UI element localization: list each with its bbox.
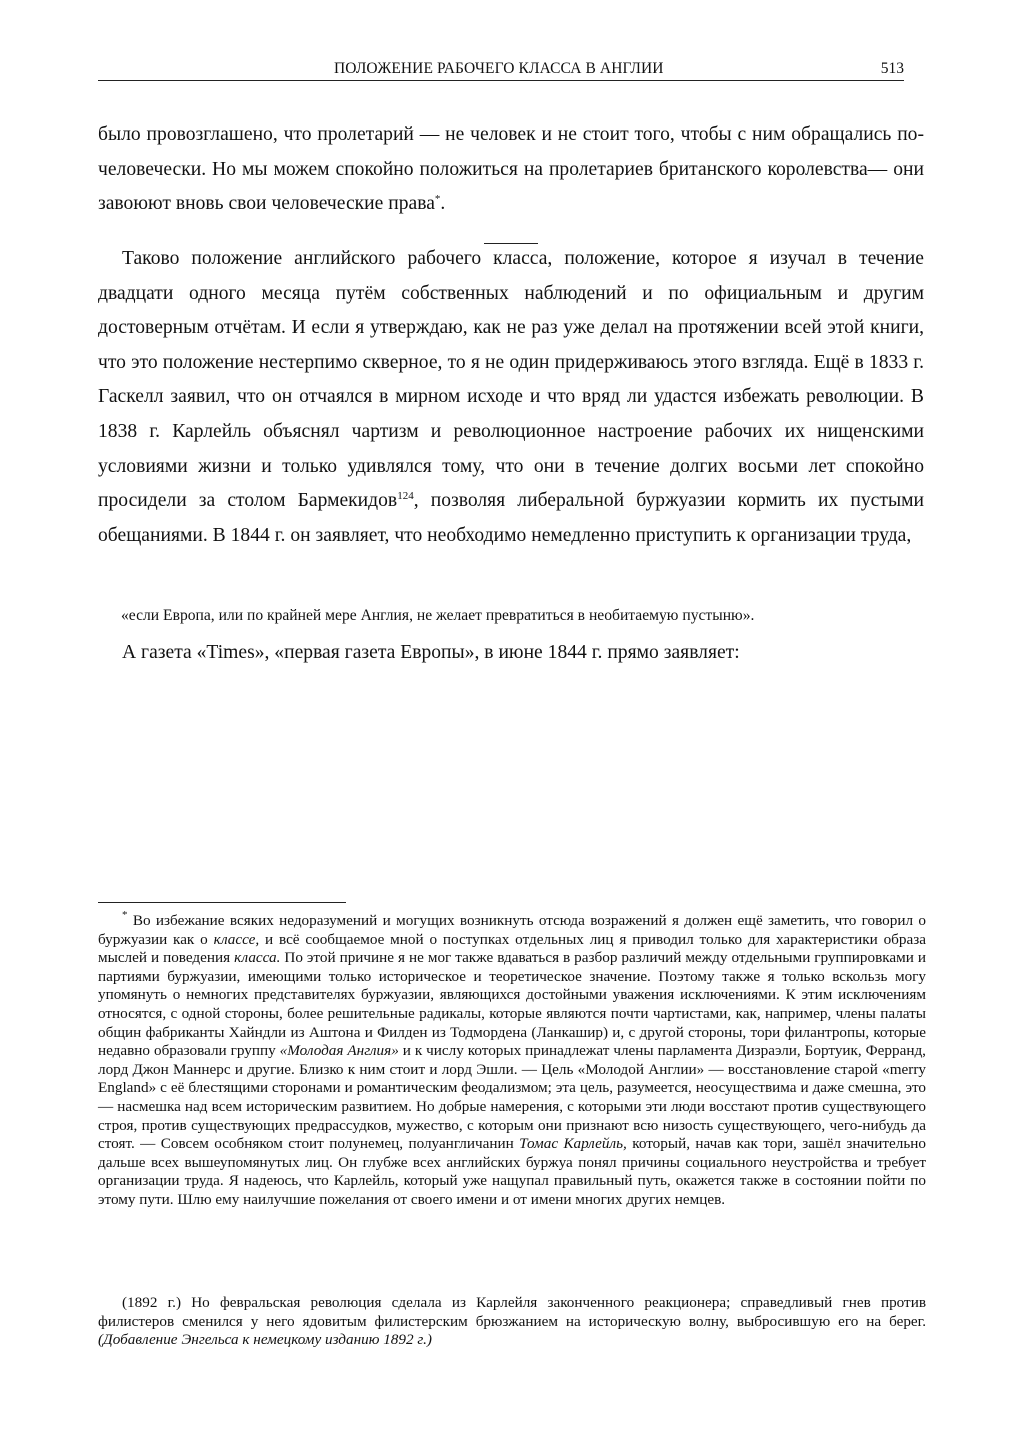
paragraph-3: А газета «Times», «первая газета Европы», в июне 1844 г. прямо заявляет: [122, 642, 740, 663]
footnote-2 [98, 1294, 926, 1350]
paragraph-1-text: было провозглашено, что пролетарий — не человек и не стоит того, чтобы с ним обращались по-человечески. Но мы можем спокойно положиться на пролетариев британского королевства— они завоюют вновь свои человеческие права [98, 124, 924, 215]
paragraph-1 [98, 118, 924, 222]
footnote-marker: * [434, 193, 441, 206]
footnote-1-text-e: который, начав как тори, зашёл значительно дальше всех вышеупомянутых лиц. Он глубже всех английских буржуа понял причины социального неустройства и требует организации труда. Я надеюсь, что Карлейль, который уже нащупал правильный путь, окажется также в состоянии пойти по этому пути. Шлю ему наилучшие пожелания от своего имени и от имени многих других немцев. [98, 1135, 926, 1208]
footnote-1-text-a: Во избежание всяких недоразумений и могущих возникнуть отсюда возражений я должен ещё заметить, что говорил о буржуазии как о [98, 912, 926, 948]
footnote-1-emphasis-1: классе, [213, 930, 260, 948]
footnote-1 [98, 909, 926, 1210]
footnote-1-emphasis-2: класса. [234, 949, 281, 967]
footnote-2-emphasis: (Добавление Энгельса к немецкому изданию 1892 г.) [98, 1331, 432, 1349]
running-title: ПОЛОЖЕНИЕ РАБОЧЕГО КЛАССА В АНГЛИИ [334, 60, 664, 77]
footnote-1-text-d: и к числу которых принадлежат члены парламента Дизраэли, Бортуик, Ферранд, лорд Джон Маннерс и другие. Близко к ним стоит и лорд Эшли. — Цель «Молодой Англии» — восстановление старой «merry England» с её блестящими сторонами и романтическим феодализмом; эта цель, разумеется, неосуществима и даже смешна, это — насмешка над всем историческим развитием. Но добрые намерения, с которыми эти люди восстают против существующего строя, против существующих предрассудков, мужество, с которым они признают всю низость существующего, чего-нибудь да стоят. — Совсем особняком стоит полунемец, полуангличанин [98, 1042, 926, 1153]
footnote-rule [98, 902, 346, 903]
page-number: 513 [880, 60, 904, 77]
paragraph-2-text-b: , позволяя либеральной буржуазии кормить их пустыми обещаниями. В 1844 г. он заявляет, что необходимо немедленно приступить к организации труда, [98, 490, 924, 546]
paragraph-2 [98, 242, 924, 553]
footnote-1-emphasis-3: «Молодая Англия» [279, 1042, 399, 1060]
footnote-1-text-b: и всё сообщаемое мной о поступках отдельных лиц я приводил только для характеристики образа мыслей и поведения [98, 930, 926, 967]
block-quote: «если Европа, или по крайней мере Англия, не желает превратиться в необитаемую пустыню». [121, 607, 755, 624]
paragraph-2-text-a: Таково положение английского рабочего класса, положение, которое я изучал в течение двадцати одного месяца путём собственных наблюдений и по официальным и другим достоверным отчётам. И если я утверждаю, как не раз уже делал на протяжении всей этой книги, что это положение нестерпимо скверное, то я не один придерживаюсь этого взгляда. Ещё в 1833 г. Гаскелл заявил, что он отчаялся в мирном исходе и что вряд ли удастся избежать революции. В 1838 г. Карлейль объяснял чартизм и революционное настроение рабочих их нищенскими условиями жизни и только удивлялся тому, что они в течение долгих восьми лет спокойно просидели за столом Бармекидов [98, 248, 924, 512]
footnote-1-marker: * [122, 909, 128, 921]
running-header [98, 60, 904, 81]
endnote-ref: 124 [397, 490, 414, 503]
footnote-2-text: (1892 г.) Но февральская революция сделала из Карлейля законченного реакционера; справедливый гнев против филистеров сменился у него ядовитым филистерским брюзжанием на историческую волну, выбросившую его на берег. [98, 1294, 926, 1330]
paragraph-1-end: . [440, 193, 446, 215]
footnote-1-emphasis-4: Томас Карлейль, [519, 1135, 627, 1153]
footnote-1-text-c: По этой причине я не мог также вдаваться в разбор различий между отдельными группировками и партиями буржуазии, имеющими только историческое и теоретическое значение. Поэтому также я только вскользь могу упомянуть о немногих представителях буржуазии, являющихся достойными уважения исключениями. К этим исключениям относятся, с одной стороны, более решительные радикалы, которые являются почти чартистами, как, например, члены палаты общин фабриканты Хайндли из Аштона и Филден из Тодмордена (Ланкашир) и, с другой стороны, тори филантропы, которые недавно образовали группу [98, 949, 926, 1060]
